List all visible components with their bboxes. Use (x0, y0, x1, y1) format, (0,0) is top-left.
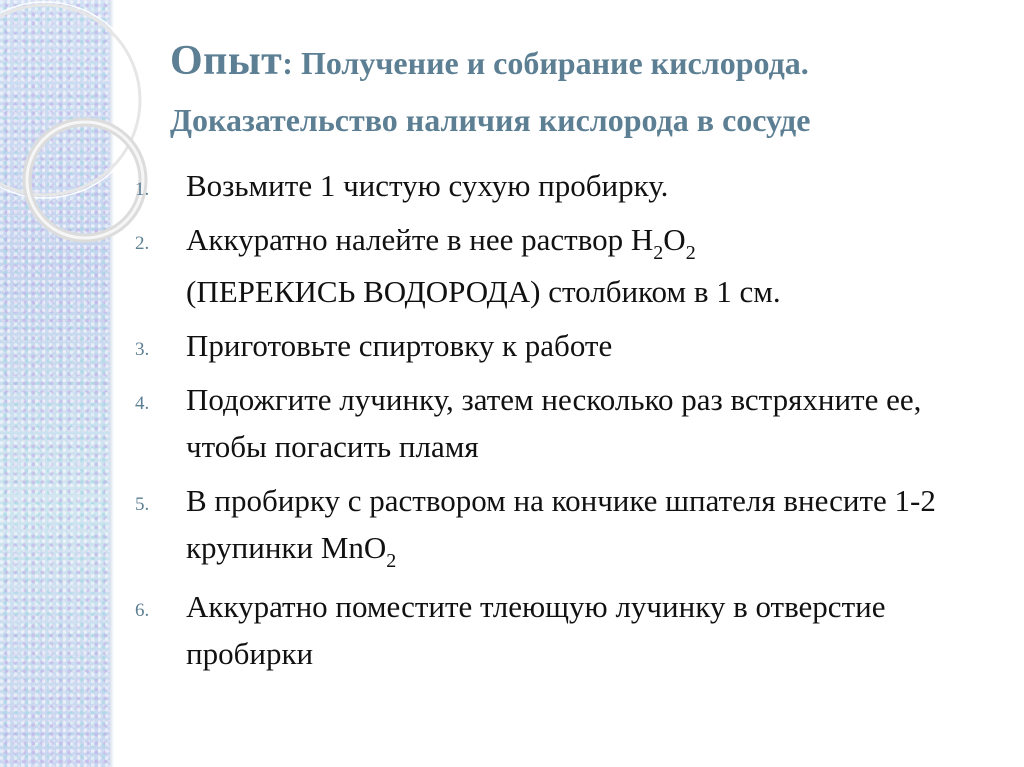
list-item (135, 162, 1005, 209)
list-item (135, 216, 1005, 315)
list-item-number: 4. (135, 393, 150, 414)
list-item-number: 3. (135, 339, 150, 360)
list-item-text-continued: (ПЕРЕКИСЬ ВОДОРОДА) столбиком в 1 см. (186, 274, 781, 309)
list-item-text: Аккуратно налейте в нее раствор H (186, 222, 654, 257)
list-item-text: Аккуратно поместите тлеющую лучинку в отверстие пробирки (186, 589, 886, 671)
subscript: 2 (685, 242, 696, 264)
list-item-number: 5. (135, 494, 150, 515)
subscript: 2 (653, 242, 664, 264)
steps-list (135, 162, 1005, 684)
slide-title (170, 36, 1000, 145)
title-line-2: Доказательство наличия кислорода в сосуде (170, 102, 811, 138)
list-item (135, 322, 1005, 369)
formula-part: O (663, 222, 686, 257)
list-item-text: В пробирку с раствором на кончике шпателя внесите 1-2 крупинки MnO (186, 483, 936, 565)
list-item (135, 477, 1005, 576)
list-item (135, 376, 1005, 470)
subscript: 2 (386, 550, 397, 572)
list-item-text: Возьмите 1 чистую сухую пробирку. (186, 168, 669, 203)
list-item-text: Приготовьте спиртовку к работе (186, 328, 613, 363)
list-item-text: Подожгите лучинку, затем несколько раз встряхните ее, чтобы погасить пламя (186, 382, 922, 464)
list-item-number: 6. (135, 600, 150, 621)
title-line-1-text: : Получение и собирание кислорода. (282, 45, 809, 81)
list-item-number: 2. (135, 233, 150, 254)
title-prefix: Опыт (170, 38, 283, 84)
list-item (135, 583, 1005, 677)
title-line-1 (170, 36, 1000, 95)
list-item-number: 1. (135, 179, 150, 200)
outer-ring (0, 5, 140, 195)
